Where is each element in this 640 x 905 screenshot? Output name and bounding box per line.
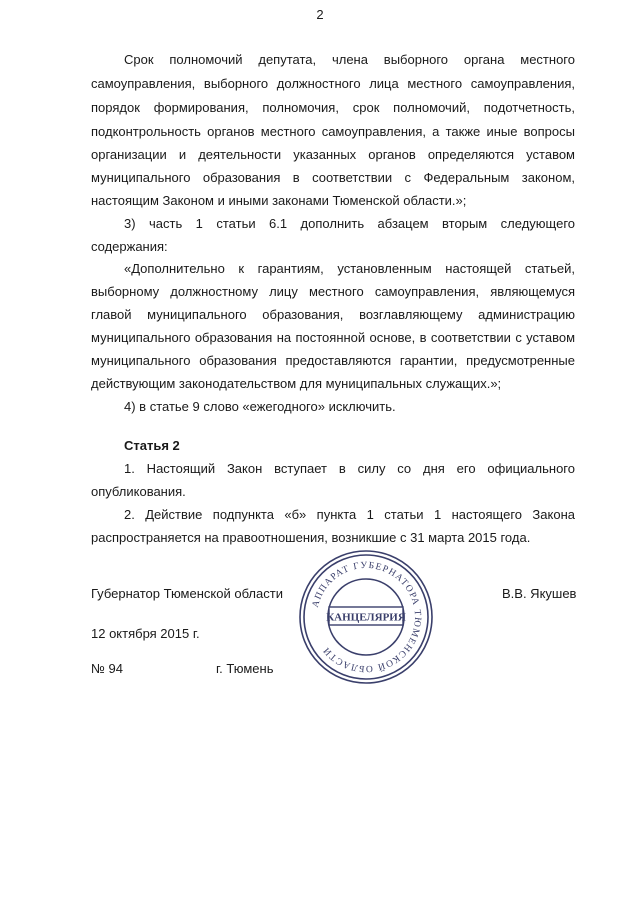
- text-line: главой муниципального образования, возглавляющему администрацию: [91, 307, 575, 322]
- text-line: муниципального образования предоставляются гарантии, предусмотренные: [91, 353, 575, 368]
- document-city: г. Тюмень: [216, 661, 274, 676]
- stamp-ring-text: АППАРАТ ГУБЕРНАТОРА ТЮМЕНСКОЙ ОБЛАСТИ: [310, 560, 423, 674]
- text-line: муниципального образования на постоянной основе, в соответствии с уставом: [91, 330, 575, 345]
- text-line: настоящим Законом и иными законами Тюменской области.»;: [91, 193, 467, 208]
- page-number: 2: [316, 7, 324, 22]
- text-line: подконтрольность органов местного самоуправления, а также иные вопросы: [91, 124, 575, 139]
- signatory-position: Губернатор Тюменской области: [91, 586, 283, 601]
- text-line: содержания:: [91, 239, 168, 254]
- article-heading: Статья 2: [124, 438, 180, 453]
- text-line: 4) в статье 9 слово «ежегодного» исключить.: [124, 399, 396, 414]
- document-number: № 94: [91, 661, 124, 676]
- text-line: организации и деятельности указанных органов определяются уставом: [91, 147, 575, 162]
- text-line: Срок полномочий депутата, члена выборного органа местного: [124, 52, 575, 67]
- document-date: 12 октября 2015 г.: [91, 626, 200, 641]
- stamp-center-text: КАНЦЕЛЯРИЯ: [326, 611, 406, 624]
- text-line: муниципального образования в соответствии с Федеральным законом,: [91, 170, 575, 185]
- text-line: распространяется на правоотношения, возникшие с 31 марта 2015 года.: [91, 530, 531, 545]
- text-line: порядок формирования, полномочия, срок полномочий, подотчетность,: [91, 100, 575, 115]
- official-stamp: [296, 547, 436, 687]
- text-line: 2. Действие подпункта «б» пункта 1 статьи 1 настоящего Закона: [124, 507, 575, 522]
- text-line: 1. Настоящий Закон вступает в силу со дня его официального: [124, 461, 575, 476]
- text-line: опубликования.: [91, 484, 186, 499]
- text-line: выборному должностному лицу местного самоуправления, являющемуся: [91, 284, 575, 299]
- signatory-name: В.В. Якушев: [502, 586, 577, 601]
- text-line: 3) часть 1 статьи 6.1 дополнить абзацем вторым следующего: [124, 216, 575, 231]
- text-line: самоуправления, выборного должностного лица местного самоуправления,: [91, 76, 575, 91]
- text-line: «Дополнительно к гарантиям, установленным настоящей статьей,: [124, 261, 575, 276]
- text-line: действующим законодательством для муниципальных служащих.»;: [91, 376, 502, 391]
